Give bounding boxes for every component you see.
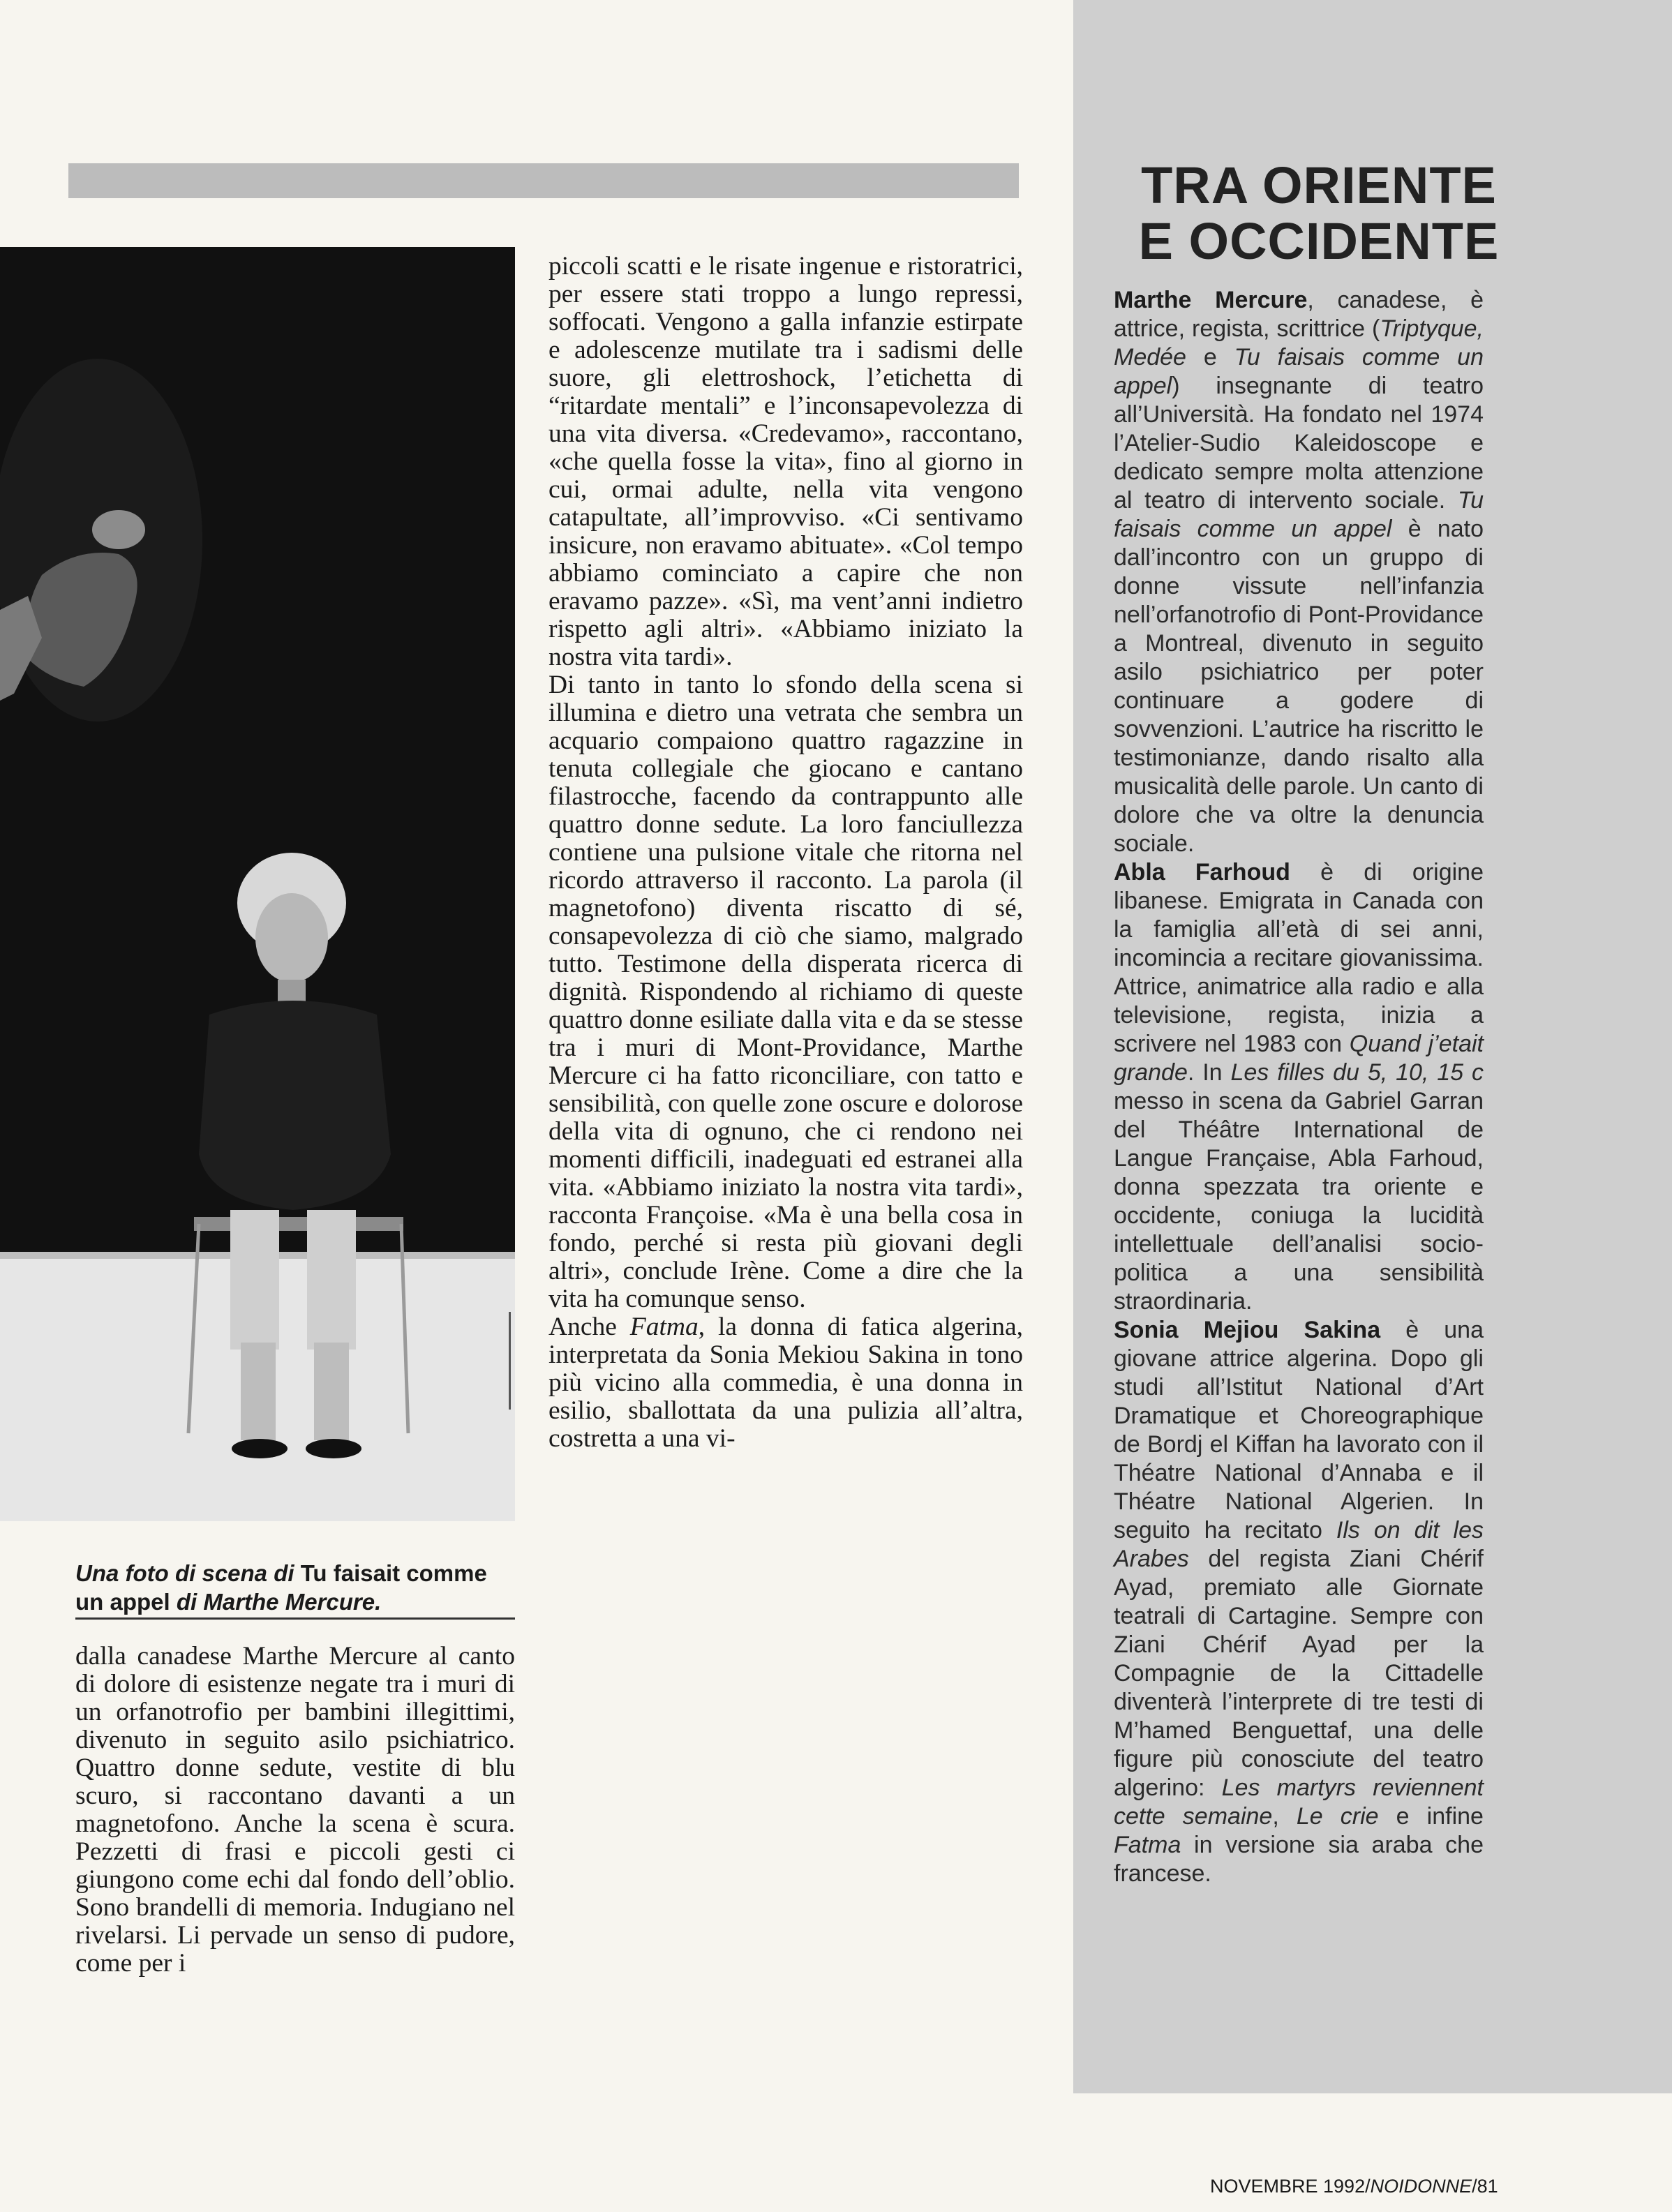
header-rule-bar (68, 163, 1019, 198)
italic-title: Quand j’etait grande (1114, 1031, 1484, 1086)
page-footer (1210, 2176, 1517, 2197)
bio-abla-farhoud (1114, 858, 1484, 1316)
footer-date: NOVEMBRE 1992/ (1210, 2176, 1371, 2197)
bio-name: Abla Farhoud (1114, 859, 1290, 885)
stage-photo (0, 247, 515, 1521)
text-run: del regista Ziani Chérif Ayad, premiato alle Giornate teatrali di Cartagine. Sempre con Ziani Chérif Ayad per la Compagnie de la Cittadelle diventerà l’interprete di tre testi di M’hamed Benguettaf, una delle figure più conosciute del teatro algerino: (1114, 1546, 1484, 1801)
text-run: , (1272, 1803, 1297, 1830)
italic-title: Tu faisais comme un appel (1114, 344, 1484, 399)
text-run: ) insegnante di teatro all’Università. Ha fondato nel 1974 l’Atelier-Sudio Kaleidoscope e dedicato sempre molta attenzione al teatro di intervento sociale. (1114, 373, 1484, 514)
headline-line-1: TRA ORIENTE (1141, 156, 1497, 214)
caption-divider (75, 1617, 515, 1620)
text-run: e infine (1378, 1803, 1484, 1830)
text-run: Anche (548, 1313, 630, 1341)
caption-suffix: di Marthe Mercure. (176, 1589, 382, 1615)
bio-name: Marthe Mercure (1114, 287, 1308, 313)
text-run: in versione sia araba che francese. (1114, 1832, 1484, 1887)
photo-caption (75, 1559, 515, 1616)
text-run: è una giovane attrice algerina. Dopo gli studi all’Istitut National d’Art Dramatique et Choreographique de Bordj el Kiffan ha lavorato con il Théatre National d’Annaba e il Théatre National Algerien. In seguito ha recitato (1114, 1317, 1484, 1544)
text-run: messo in scena da Gabriel Garran del Théâtre International de Langue Française, Abla Farhoud, donna spezzata tra oriente e occidente, coniuga la lucidità intellettuale dell’analisi socio-politica a una sensibilità straordinaria. (1114, 1088, 1484, 1315)
italic-title: Fatma (1114, 1832, 1181, 1858)
headline-line-2: E OCCIDENTE (1138, 212, 1500, 270)
text-run: è di origine libanese. Emigrata in Canada con la famiglia all’età di sei anni, incomincia a recitare giovanissima. Attrice, animatrice alla radio e alla televisione, regista, inizia a scrivere nel 1983 con (1114, 859, 1484, 1057)
text-run: . In (1187, 1059, 1231, 1086)
article-column-left (75, 1643, 515, 1978)
italic-title: Ils on dit les Arabes (1114, 1517, 1484, 1572)
text-run: , la donna di fatica algerina, interpretata da Sonia Mekiou Sakina in tono più vicino alla commedia, è una donna in esilio, sballottata da una pulizia all’altra, costretta a una vi- (548, 1313, 1023, 1453)
bio-marthe-mercure (1114, 286, 1484, 858)
photo-edge-mark (509, 1312, 511, 1410)
footer-page-number: /81 (1472, 2176, 1498, 2197)
article-paragraph-fatma (548, 1313, 1023, 1453)
article-column-middle (548, 253, 1023, 1453)
caption-prefix: Una foto di scena di (75, 1560, 294, 1586)
sidebar-headline (1075, 158, 1563, 269)
italic-title: Le crie (1296, 1803, 1379, 1830)
italic-title: Tu faisais comme un appel (1114, 487, 1484, 542)
text-run: , canadese, è attrice, regista, scrittrice ( (1114, 287, 1484, 342)
italic-title: Les martyrs reviennent cette semaine (1114, 1774, 1484, 1830)
text-run: e (1186, 344, 1234, 371)
article-paragraph: dalla canadese Marthe Mercure al canto di dolore di esistenze negate tra i muri di un orfanotrofio per bambini illegittimi, divenuto in seguito asilo psichiatrico. Quattro donne sedute, vestite di blu scuro, si raccontano davanti a un magnetofono. Anche la scena è scura. Pezzetti di frasi e piccoli gesti ci giungono come echi dal fondo dell’oblio. Sono brandelli di memoria. Indugiano nel rivelarsi. Li pervade un senso di pudore, come per i (75, 1642, 515, 1978)
italic-title: Les filles du 5, 10, 15 c (1230, 1059, 1484, 1086)
footer-magazine: NOIDONNE (1370, 2176, 1472, 2197)
sidebar-bios (1114, 286, 1484, 1888)
italic-title: Fatma (629, 1313, 699, 1341)
article-paragraph: piccoli scatti e le risate ingenue e ristoratrici, per essere stati troppo a lungo repressi, soffocati. Vengono a galla infanzie estirpate e adolescenze mutilate tra i sadismi delle suore, gli elettroshock, l’etichetta di “ritardate mentali” e l’inconsapevolezza di una vita diversa. «Credevamo», raccontano, «che quella fosse la vita», fino al giorno in cui, ormai adulte, nella vita vengono catapultate, all’improvviso. «Ci sentivamo insicure, non eravamo abituate». «Col tempo abbiamo cominciato a capire che non eravamo pazze». «Sì, ma vent’anni indietro rispetto agli altri». «Abbiamo iniziato la nostra vita tardi». (548, 252, 1023, 671)
bio-name: Sonia Mejiou Sakina (1114, 1317, 1381, 1343)
italic-title: Triptyque, Medée (1114, 315, 1484, 371)
caption-play-title: Tu faisait comme un appel (75, 1560, 487, 1615)
bio-sonia-mejiou-sakina (1114, 1316, 1484, 1888)
text-run: è nato dall’incontro con un gruppo di donne vissute nell’infanzia nell’orfanotrofio di Pont-Providance a Montreal, divenuto in seguito asilo psichiatrico per poter continuare a godere di sovvenzioni. L’autrice ha riscritto le testimonianze, dando risalto alla musicalità delle parole. Un canto di dolore che va oltre la denuncia sociale. (1114, 516, 1484, 857)
article-paragraph: Di tanto in tanto lo sfondo della scena si illumina e dietro una vetrata che sembra un acquario compaiono quattro ragazzine in tenuta collegiale che giocano e cantano filastrocche, facendo da contrappunto alle quattro donne sedute. La loro fanciullezza contiene una pulsione vitale che ritorna nel ricordo attraverso il racconto. La parola (il magnetofono) diventa riscatto di sé, consapevolezza di ciò che siamo, malgrado tutto. Testimone della disperata ricerca di dignità. Rispondendo al richiamo di queste quattro donne esiliate dalla vita e da se stesse tra i muri di Mont-Providance, Marthe Mercure ci ha fatto riconciliare, con tatto e sensibilità, con quelle zone oscure e dolorose della vita di ognuno, che ci rendono nei momenti difficili, inadeguati ed estranei alla vita. «Abbiamo iniziato la nostra vita tardi», racconta Françoise. «Ma è una bella cosa in fondo, perché si resta più giovani degli altri», conclude Irène. Come a dire che la vita ha comunque senso. (548, 671, 1023, 1313)
